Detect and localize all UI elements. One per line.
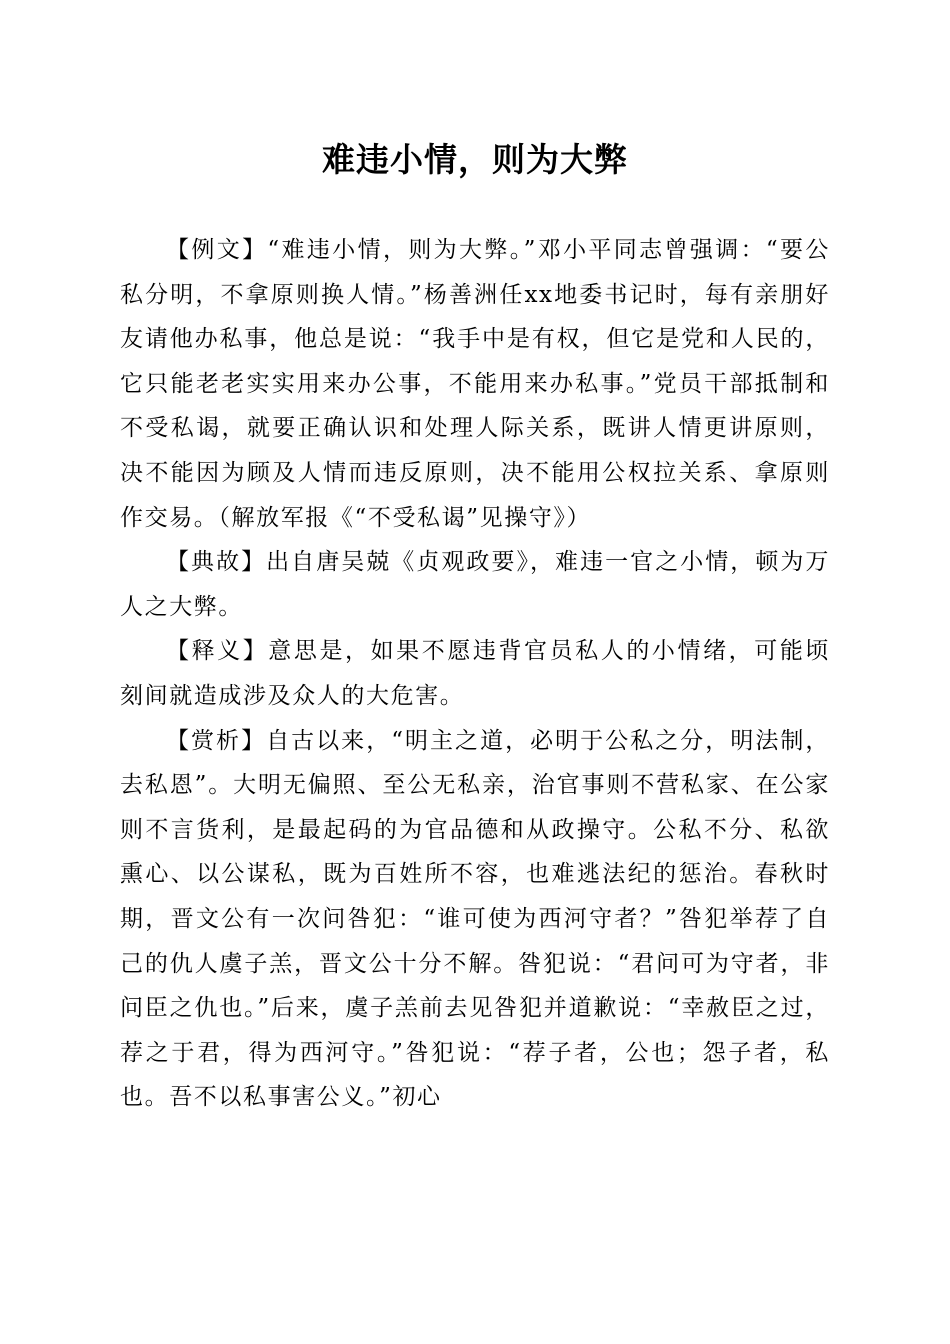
paragraph-allusion: 【典故】出自唐吴兢《贞观政要》，难违一官之小情，顿为万人之大弊。: [120, 549, 830, 620]
paragraph-meaning: 【释义】意思是，如果不愿违背官员私人的小情绪，可能顷刻间就造成涉及众人的大危害。: [120, 638, 830, 709]
document-title: 难违小情，则为大弊: [322, 140, 628, 179]
paragraph-example: 【例文】“难违小情，则为大弊。”邓小平同志曾强调：“要公私分明，不拿原则换人情。”杨善洲任xx地委书记时，每有亲朋好友请他办私事，他总是说：“我手中是有权，但它是党和人民的，它只能老老实实用来办公事，不能用来办私事。”党员干部抵制和不受私谒，就要正确认识和处理人际关系，既讲人情更讲原则，决不能因为顾及人情而违反原则，决不能用公权拉关系、拿原则作交易。（解放军报《“不受私谒”见操守》）: [120, 237, 830, 531]
document-body: [120, 228, 830, 1120]
paragraph-appreciation: 【赏析】自古以来，“明主之道，必明于公私之分，明法制，去私恩”。大明无偏照、至公无私亲，治官事则不营私家、在公家则不言货利，是最起码的为官品德和从政操守。公私不分、私欲熏心、以公谋私，既为百姓所不容，也难逃法纪的惩治。春秋时期，晋文公有一次问咎犯：“谁可使为西河守者？”咎犯举荐了自己的仇人虞子羔，晋文公十分不解。咎犯说：“君问可为守者，非问臣之仇也。”后来，虞子羔前去见咎犯并道歉说：“幸赦臣之过，荐之于君，得为西河守。”咎犯说：“荐子者，公也；怨子者，私也。吾不以私事害公义。”初心: [120, 727, 830, 1111]
